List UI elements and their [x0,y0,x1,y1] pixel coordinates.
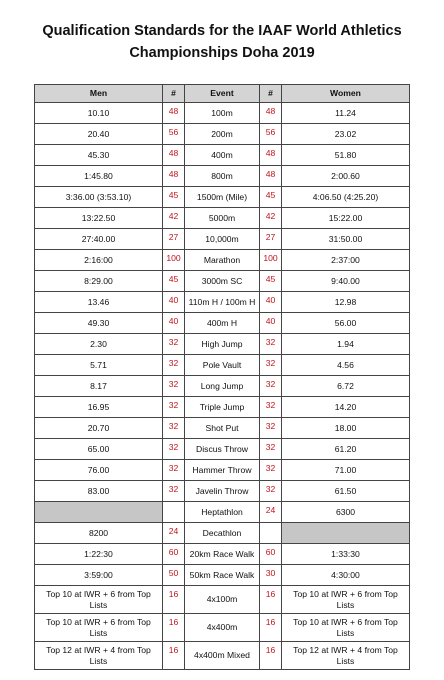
men-count-cell: 45 [163,271,185,292]
event-cell: 50km Race Walk [185,565,260,586]
men-count-cell: 32 [163,355,185,376]
women-count-cell: 27 [260,229,282,250]
event-cell: 10,000m [185,229,260,250]
women-count-cell: 32 [260,334,282,355]
table-row [35,418,410,439]
men-standard-cell: 49.30 [35,313,163,334]
men-standard-cell: 2:16:00 [35,250,163,271]
event-cell: 4x400m [185,614,260,642]
men-standard-cell [35,502,163,523]
men-count-cell: 16 [163,642,185,670]
event-cell: 800m [185,166,260,187]
men-count-cell: 32 [163,334,185,355]
men-count-cell: 48 [163,103,185,124]
table-row [35,313,410,334]
men-standard-cell: Top 10 at IWR + 6 from Top Lists [35,586,163,614]
men-count-cell: 32 [163,481,185,502]
women-standard-cell: 1:33:30 [282,544,410,565]
table-row [35,614,410,642]
women-standard-cell: Top 12 at IWR + 4 from Top Lists [282,642,410,670]
table-header-row [35,85,410,103]
men-count-cell: 32 [163,376,185,397]
women-standard-cell: 4:06.50 (4:25.20) [282,187,410,208]
table-row [35,523,410,544]
women-standard-cell: 61.50 [282,481,410,502]
event-cell: 110m H / 100m H [185,292,260,313]
women-count-cell: 32 [260,355,282,376]
event-cell: Decathlon [185,523,260,544]
event-cell: 400m H [185,313,260,334]
men-standard-cell: 65.00 [35,439,163,460]
men-count-cell [163,502,185,523]
women-count-cell: 45 [260,271,282,292]
women-count-cell: 16 [260,586,282,614]
men-count-cell: 16 [163,614,185,642]
header-count-men: # [163,85,185,103]
men-count-cell: 32 [163,439,185,460]
women-standard-cell: 2:37:00 [282,250,410,271]
men-count-cell: 40 [163,313,185,334]
table-row [35,145,410,166]
table-row [35,103,410,124]
men-count-cell: 32 [163,397,185,418]
men-standard-cell: 8:29.00 [35,271,163,292]
men-count-cell: 24 [163,523,185,544]
men-standard-cell: 16.95 [35,397,163,418]
women-count-cell: 16 [260,614,282,642]
women-standard-cell: Top 10 at IWR + 6 from Top Lists [282,614,410,642]
men-standard-cell: 83.00 [35,481,163,502]
event-cell: 5000m [185,208,260,229]
event-cell: Long Jump [185,376,260,397]
men-count-cell: 60 [163,544,185,565]
event-cell: Javelin Throw [185,481,260,502]
table-row [35,271,410,292]
women-count-cell: 45 [260,187,282,208]
men-count-cell: 100 [163,250,185,271]
table-row [35,376,410,397]
table-row [35,187,410,208]
table-row [35,355,410,376]
men-standard-cell: 8.17 [35,376,163,397]
women-standard-cell: 6300 [282,502,410,523]
women-standard-cell: 31:50.00 [282,229,410,250]
event-cell: 400m [185,145,260,166]
women-standard-cell: 6.72 [282,376,410,397]
women-count-cell: 32 [260,439,282,460]
women-count-cell: 30 [260,565,282,586]
men-standard-cell: 2.30 [35,334,163,355]
page-title-line-2: Championships Doha 2019 [129,45,315,61]
women-standard-cell: 12.98 [282,292,410,313]
women-count-cell: 48 [260,145,282,166]
event-cell: Marathon [185,250,260,271]
event-cell: 1500m (Mile) [185,187,260,208]
event-cell: Triple Jump [185,397,260,418]
women-count-cell: 40 [260,292,282,313]
men-count-cell: 48 [163,166,185,187]
men-count-cell: 40 [163,292,185,313]
women-count-cell: 40 [260,313,282,334]
men-standard-cell: 13:22.50 [35,208,163,229]
women-count-cell: 24 [260,502,282,523]
women-standard-cell: 61.20 [282,439,410,460]
table-row [35,481,410,502]
women-standard-cell: 18.00 [282,418,410,439]
event-cell: Heptathlon [185,502,260,523]
men-count-cell: 45 [163,187,185,208]
women-count-cell: 56 [260,124,282,145]
table-row [35,565,410,586]
table-body [35,103,410,670]
event-cell: 20km Race Walk [185,544,260,565]
table-row [35,397,410,418]
women-standard-cell: 15:22.00 [282,208,410,229]
women-standard-cell: 11.24 [282,103,410,124]
women-count-cell: 16 [260,642,282,670]
header-men: Men [35,85,163,103]
men-standard-cell: 1:45.80 [35,166,163,187]
table-row [35,250,410,271]
men-count-cell: 16 [163,586,185,614]
table-row [35,229,410,250]
women-count-cell: 32 [260,460,282,481]
men-standard-cell: 20.40 [35,124,163,145]
table-row [35,642,410,670]
men-standard-cell: 76.00 [35,460,163,481]
event-cell: Hammer Throw [185,460,260,481]
header-women: Women [282,85,410,103]
men-standard-cell: 27:40.00 [35,229,163,250]
page-title-line-1: Qualification Standards for the IAAF World Athletics [42,23,402,39]
qualification-standards-table [34,84,410,670]
table-row [35,292,410,313]
women-count-cell: 48 [260,166,282,187]
women-standard-cell: 14.20 [282,397,410,418]
men-count-cell: 42 [163,208,185,229]
table-row [35,166,410,187]
table-row [35,439,410,460]
men-count-cell: 32 [163,460,185,481]
women-count-cell: 32 [260,376,282,397]
table-row [35,334,410,355]
women-count-cell: 32 [260,418,282,439]
women-count-cell: 60 [260,544,282,565]
women-standard-cell: 9:40.00 [282,271,410,292]
men-count-cell: 32 [163,418,185,439]
women-standard-cell: Top 10 at IWR + 6 from Top Lists [282,586,410,614]
event-cell: Shot Put [185,418,260,439]
men-standard-cell: 5.71 [35,355,163,376]
men-standard-cell: Top 10 at IWR + 6 from Top Lists [35,614,163,642]
table-row [35,460,410,481]
men-standard-cell: Top 12 at IWR + 4 from Top Lists [35,642,163,670]
men-standard-cell: 20.70 [35,418,163,439]
table-row [35,124,410,145]
women-standard-cell: 4:30:00 [282,565,410,586]
women-count-cell: 100 [260,250,282,271]
men-count-cell: 56 [163,124,185,145]
women-standard-cell: 2:00.60 [282,166,410,187]
table-row [35,208,410,229]
women-count-cell: 42 [260,208,282,229]
women-standard-cell [282,523,410,544]
event-cell: 4x400m Mixed [185,642,260,670]
women-standard-cell: 51.80 [282,145,410,166]
men-standard-cell: 13.46 [35,292,163,313]
women-count-cell: 48 [260,103,282,124]
event-cell: Pole Vault [185,355,260,376]
table-row [35,544,410,565]
table-row [35,586,410,614]
men-standard-cell: 3:59:00 [35,565,163,586]
header-count-women: # [260,85,282,103]
men-standard-cell: 45.30 [35,145,163,166]
women-count-cell [260,523,282,544]
event-cell: 4x100m [185,586,260,614]
event-cell: Discus Throw [185,439,260,460]
men-count-cell: 27 [163,229,185,250]
women-standard-cell: 4.56 [282,355,410,376]
women-count-cell: 32 [260,481,282,502]
event-cell: 200m [185,124,260,145]
women-standard-cell: 56.00 [282,313,410,334]
men-standard-cell: 3:36.00 (3:53.10) [35,187,163,208]
women-count-cell: 32 [260,397,282,418]
men-count-cell: 48 [163,145,185,166]
table-row [35,502,410,523]
men-standard-cell: 10.10 [35,103,163,124]
men-count-cell: 50 [163,565,185,586]
women-standard-cell: 71.00 [282,460,410,481]
event-cell: High Jump [185,334,260,355]
event-cell: 100m [185,103,260,124]
header-event: Event [185,85,260,103]
women-standard-cell: 1.94 [282,334,410,355]
men-standard-cell: 8200 [35,523,163,544]
women-standard-cell: 23.02 [282,124,410,145]
men-standard-cell: 1:22:30 [35,544,163,565]
event-cell: 3000m SC [185,271,260,292]
